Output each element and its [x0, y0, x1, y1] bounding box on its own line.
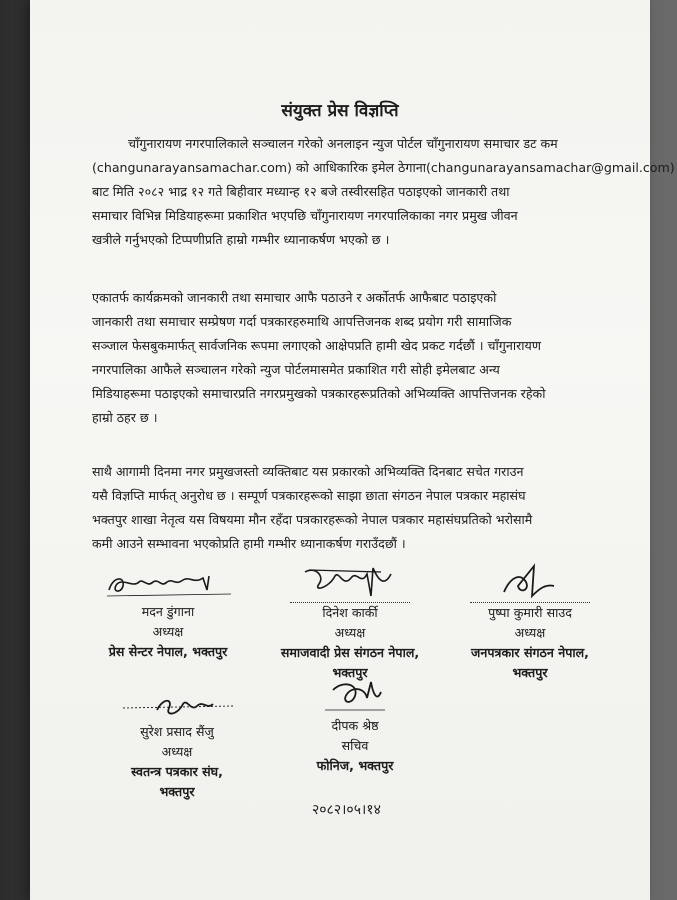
signature-image	[103, 568, 233, 602]
signature-image	[315, 676, 395, 716]
signatory-name: दिनेश कार्की	[322, 605, 378, 620]
signatory-role: अध्यक्ष	[152, 624, 184, 639]
paragraph-line: नगरपालिका आफैले सञ्चालन गरेको न्युज पोर्टलमासमेत प्रकाशित गरी सोही इमेलबाट अन्य	[92, 362, 500, 377]
paragraph-line: एकातर्फ कार्यक्रमको जानकारी तथा समाचार आफै पठाउने र अर्कोतर्फ आफैबाट पठाइएको	[92, 290, 497, 305]
paragraph-1	[92, 132, 675, 252]
paragraph-2	[92, 286, 612, 430]
signatory-org: प्रेस सेन्टर नेपाल, भक्तपुर	[108, 644, 228, 659]
signatory-name: दीपक श्रेष्ठ	[331, 718, 379, 733]
website-text: (changunarayansamachar.com) को आधिकारिक इमेल ठेगाना	[92, 160, 426, 175]
paragraph-line: भक्तपुर शाखा नेतृत्व यस विषयमा मौन रहँदा पत्रकारहरूको नेपाल पत्रकार महासंघप्रतिको भरोसामै	[92, 512, 533, 527]
signature-image	[117, 692, 237, 722]
signatory-4	[92, 692, 262, 802]
signatory-org: समाजवादी प्रेस संगठन नेपाल,	[280, 645, 420, 660]
signatory-org: फोनिज, भक्तपुर	[316, 758, 394, 773]
paragraph-line: समाचार विभिन्न मिडियाहरूमा प्रकाशित भएपछि चाँगुनारायण नगरपालिकाका नगर प्रमुख जीवन	[92, 208, 518, 223]
signatory-role: अध्यक्ष	[514, 625, 546, 640]
signatory-2	[260, 562, 440, 683]
paragraph-line: मिडियाहरूमा पठाइएको समाचारप्रति नगरप्रमुखको पत्रकारहरूप्रतिको अभिव्यक्ति आपत्तिजनक रहेको	[92, 386, 546, 401]
document-date: २०८२।०५।१४	[312, 802, 381, 818]
paragraph-line: हाम्रो ठहर छ ।	[92, 410, 158, 425]
press-release-sheet	[30, 0, 675, 900]
signatory-role: सचिव	[341, 738, 369, 753]
signatory-org: स्वतन्त्र पत्रकार संघ,	[131, 764, 223, 779]
signatory-name: मदन डुंगाना	[141, 604, 195, 619]
paragraph-line: साथै आगामी दिनमा नगर प्रमुखजस्तो व्यक्तिबाट यस प्रकारको अभिव्यक्ति दिनबाट सचेत गराउन	[92, 464, 524, 479]
signature-image	[295, 562, 405, 602]
paragraph-3	[92, 460, 612, 556]
email-text: (changunarayansamachar@gmail.com)	[425, 160, 675, 175]
signatory-role: अध्यक्ष	[161, 744, 193, 759]
signatory-org: भक्तपुर	[332, 665, 368, 680]
signature-image	[490, 562, 570, 602]
paragraph-line	[92, 156, 675, 180]
signatory-1	[88, 568, 248, 662]
paragraph-line: बाट मिति २०८२ भाद्र १२ गते बिहीवार मध्यान्ह १२ बजे तस्वीरसहित पठाइएको जानकारी तथा	[92, 184, 510, 199]
paragraph-line: खत्रीले गर्नुभएको टिप्पणीप्रति हाम्रो गम्भीर ध्यानाकर्षण भएको छ ।	[92, 232, 390, 247]
paragraph-line: चाँगुनारायण नगरपालिकाले सञ्चालन गरेको अनलाइन न्युज पोर्टल चाँगुनारायण समाचार डट कम	[128, 136, 558, 151]
paragraph-line: यसै विज्ञप्ति मार्फत् अनुरोध छ । सम्पूर्ण पत्रकारहरूको साझा छाता संगठन नेपाल पत्रकार महासंघ	[92, 488, 526, 503]
paragraph-line: जानकारी तथा समाचार सम्प्रेषण गर्दा पत्रकारहरुमाथि आपत्तिजनक शब्द प्रयोग गरी सामाजिक	[92, 314, 512, 329]
signatory-org: जनपत्रकार संगठन नेपाल,	[471, 645, 589, 660]
signatory-5	[270, 676, 440, 776]
signatory-org: भक्तपुर	[159, 784, 195, 799]
signatory-role: अध्यक्ष	[334, 625, 366, 640]
paragraph-line: सञ्जाल फेसबुकमार्फत् सार्वजनिक रूपमा लगाएको आक्षेपप्रति हामी खेद प्रकट गर्दछौं । चाँगुनारायण	[92, 338, 541, 353]
signatory-3	[440, 562, 620, 683]
document-title: संयुक्त प्रेस विज्ञप्ति	[281, 101, 399, 121]
paragraph-line: कमी आउने सम्भावना भएकोप्रति हामी गम्भीर ध्यानाकर्षण गराउँदछौं ।	[92, 536, 406, 551]
signatory-org: भक्तपुर	[512, 665, 548, 680]
signatory-name: पुष्पा कुमारी साउद	[488, 605, 572, 620]
signatory-name: सुरेश प्रसाद सैंजु	[140, 724, 214, 739]
